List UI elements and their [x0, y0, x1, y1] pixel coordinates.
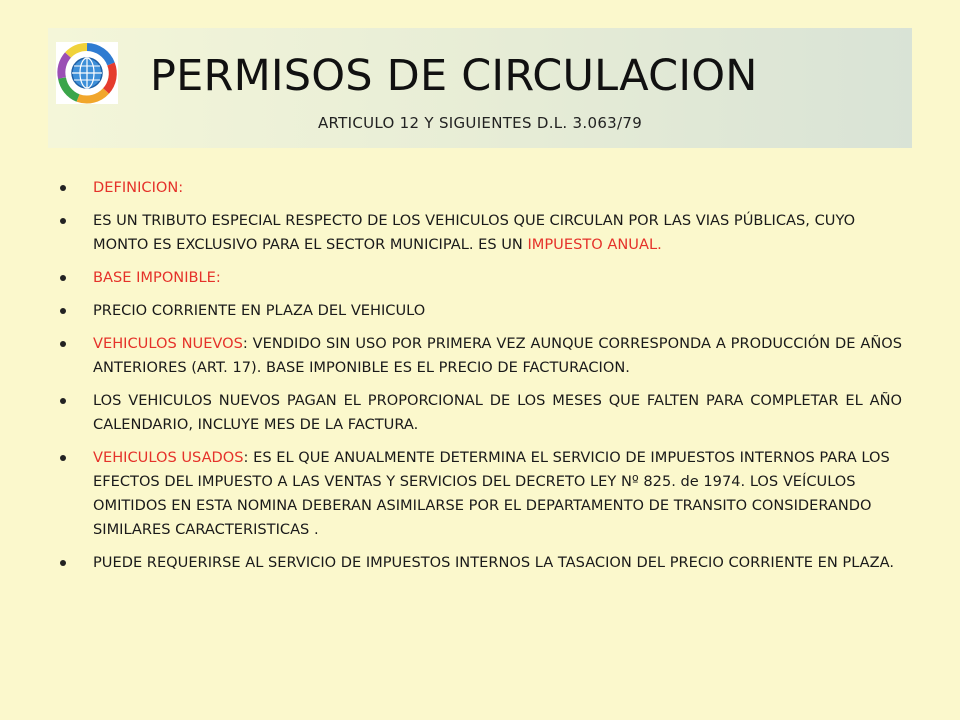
base-imponible-heading: BASE IMPONIBLE:	[93, 269, 221, 286]
bullet-dot-icon	[60, 275, 66, 281]
bullet-dot-icon	[60, 308, 66, 314]
vehiculos-nuevos-text: : VENDIDO SIN USO POR PRIMERA VEZ AUNQUE CORRESPONDA A PRODUCCIÓN DE AÑOS ANTERIORES (ART. 17). BASE IMPONIBLE ES EL PRECIO DE FACTURACION.	[93, 335, 902, 376]
list-item-proporcional	[60, 389, 902, 437]
globe-logo-icon	[56, 42, 118, 104]
definicion-heading: DEFINICION:	[93, 179, 184, 196]
list-item-precio-corriente	[60, 299, 902, 323]
list-item-vehiculos-usados	[60, 446, 902, 542]
bullet-list	[60, 176, 902, 575]
list-item-definicion-text	[60, 209, 902, 257]
vehiculos-nuevos-heading: VEHICULOS NUEVOS	[93, 335, 243, 352]
list-item-definicion	[60, 176, 902, 200]
page-subtitle: ARTICULO 12 Y SIGUIENTES D.L. 3.063/79	[317, 114, 643, 132]
tasacion-text: PUEDE REQUERIRSE AL SERVICIO DE IMPUESTOS INTERNOS LA TASACION DEL PRECIO CORRIENTE EN PLAZA.	[93, 554, 895, 571]
list-item-tasacion	[60, 551, 902, 575]
list-item-vehiculos-nuevos	[60, 332, 902, 380]
precio-corriente-text: PRECIO CORRIENTE EN PLAZA DEL VEHICULO	[93, 302, 426, 319]
impuesto-anual-highlight: IMPUESTO ANUAL.	[527, 236, 662, 253]
bullet-dot-icon	[60, 455, 66, 461]
vehiculos-usados-heading: VEHICULOS USADOS	[93, 449, 244, 466]
bullet-dot-icon	[60, 398, 66, 404]
proporcional-text: LOS VEHICULOS NUEVOS PAGAN EL PROPORCIONAL DE LOS MESES QUE FALTEN PARA COMPLETAR EL AÑO CALENDARIO, INCLUYE MES DE LA FACTURA.	[93, 392, 902, 433]
bullet-dot-icon	[60, 341, 66, 347]
bullet-dot-icon	[60, 560, 66, 566]
page-title: PERMISOS DE CIRCULACION	[150, 51, 758, 101]
vehiculos-usados-text: : ES EL QUE ANUALMENTE DETERMINA EL SERVICIO DE IMPUESTOS INTERNOS PARA LOS EFECTOS DEL IMPUESTO A LAS VENTAS Y SERVICIOS DEL DECRETO LEY Nº 825. de 1974. LOS VEÍCULOS OMITIDOS EN ESTA NOMINA DEBERAN ASIMILARSE POR EL DEPARTAMENTO DE TRANSITO CONSIDERANDO SIMILARES CARACTERISTICAS .	[93, 449, 890, 538]
definicion-text: ES UN TRIBUTO ESPECIAL RESPECTO DE LOS VEHICULOS QUE CIRCULAN POR LAS VIAS PÚBLICAS, CUYO MONTO ES EXCLUSIVO PARA EL SECTOR MUNICIPAL. ES UN	[93, 212, 856, 253]
bullet-content	[60, 176, 902, 584]
bullet-dot-icon	[60, 218, 66, 224]
bullet-dot-icon	[60, 185, 66, 191]
list-item-base-imponible	[60, 266, 902, 290]
